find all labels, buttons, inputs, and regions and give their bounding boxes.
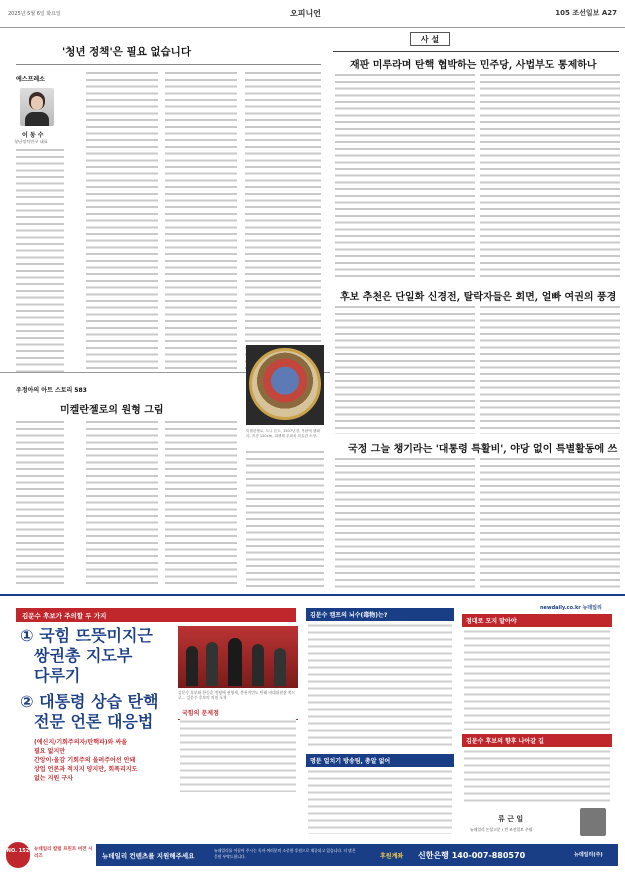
ad-text-right2 <box>464 748 610 804</box>
ad-brand: newdaily.co.kr 뉴데일리 <box>540 605 602 611</box>
column-body-3 <box>165 70 237 370</box>
column-body-4 <box>245 70 321 370</box>
editorial-header <box>333 30 619 52</box>
ad-banner: 김문수 후보가 주의할 두 가지 <box>16 608 296 622</box>
ad-text-mid2 <box>308 768 452 834</box>
ad-photo-caption: 김문수 후보와 한동훈 전평에 권영세, 봉천지민도 탄태 비대위원장 쪽으로... 김문수 후보의 의원 포착 <box>178 690 296 700</box>
doni-tondo-image <box>249 348 321 420</box>
footer-number-badge <box>6 842 30 868</box>
ad-point-1 <box>20 626 168 686</box>
ad-text-problem <box>180 718 296 792</box>
art-body-2 <box>86 419 158 587</box>
ad-point-1-num: ① <box>20 626 34 645</box>
painting-caption: 미켈란젤로, 도니 톤도, 1507년경, 목판에 템페라, 직경 120cm, 피렌체 우피치 미술관 소장. <box>246 429 320 438</box>
red-line-4: 상업 언론과 적지지 양지만, 회폭리지도 <box>34 766 138 773</box>
footer-bank-label: 후원계좌 <box>380 853 404 860</box>
footer-bank: 신한은행 140-007-880570 <box>418 851 526 860</box>
ad-text-right1 <box>464 628 610 730</box>
footer-number: NO. 152 <box>6 848 30 854</box>
ad-point-2-line2: 전문 언론 대응법 <box>34 712 154 731</box>
art-section <box>16 385 87 394</box>
issue-date: 2025년 5월 6일 화요일 <box>8 11 61 17</box>
ad-author-photo <box>580 808 606 836</box>
ad-head-problem: 국힘의 문제점 <box>178 706 298 720</box>
editorial-body-1b <box>480 72 620 282</box>
art-section-number: 583 <box>74 387 87 394</box>
ad-point-1-line3: 다루기 <box>34 666 81 685</box>
author-section: 에스프레소 <box>16 76 45 83</box>
column-art-story <box>0 372 330 592</box>
ad-author-role: 뉴데일리 논설고문 / 전 조선일보 주필 <box>470 827 533 832</box>
section-title: 오피니언 <box>290 9 321 18</box>
author-name: 이 동 수 <box>22 132 44 139</box>
ad-head-brain: 김문수 캠프의 뇌수(毒物)는? <box>306 608 454 621</box>
art-body-1 <box>16 419 64 587</box>
ad-head-right2: 김문수 후보의 향후 나아갈 길 <box>462 734 612 747</box>
ad-head-right: 점대로 모지 말아야 <box>462 614 612 627</box>
editorial-body-3b <box>480 456 620 588</box>
red-line-3: 간앙이·올감 기회주의 올려주어선 안돼 <box>34 757 136 764</box>
art-body-3 <box>165 419 237 587</box>
author-photo <box>20 88 54 126</box>
editorial-title-2: 후보 추천은 단일화 신경전, 탈락자들은 회면, 얼빠 여권의 풍경 <box>340 292 617 303</box>
ad-point-2-num: ② <box>20 692 34 711</box>
author-role: 청년정치연구 대표 <box>14 139 48 144</box>
ad-head-broadcast: 명문 얼치기 방송팀, 총알 없어 <box>306 754 454 767</box>
painting-frame <box>246 345 324 425</box>
red-line-2: 필요 없지만 <box>34 748 66 755</box>
footer-bar <box>96 844 618 866</box>
editorial-title-3: 국정 그늘 챙기라는 '대통령 특활비', 야당 없이 특별활동에 쓰 <box>348 444 618 455</box>
column-body-1 <box>16 147 64 377</box>
ad-point-2-line1 <box>20 692 168 712</box>
red-line-5: 없는 지원 구사 <box>34 775 73 782</box>
ad-author: 류 근 일 <box>498 815 524 823</box>
ad-point-1-line2: 쌍권총 지도부 <box>34 646 133 665</box>
ad-footer <box>0 838 625 881</box>
column-title-rule <box>16 64 321 65</box>
editorial-body-2a <box>335 304 475 434</box>
editorial-body-2b <box>480 304 620 434</box>
art-title: 미켈란젤로의 원형 그림 <box>60 405 164 416</box>
editorial-body-3a <box>335 456 475 588</box>
ad-red-lines <box>34 738 174 783</box>
footer-account-owner: 뉴데일리(주) <box>574 852 603 858</box>
footer-left-label: 뉴데일리 칼럼 프린트 버전 시리즈 <box>34 847 93 859</box>
art-body-4 <box>246 449 324 587</box>
column-espresso <box>0 30 330 370</box>
page-number: 105 조선일보 A27 <box>555 9 617 17</box>
editorial-body-1a <box>335 72 475 282</box>
footer-notice: 뉴데일리를 이끌어 주시는 독자 여러분의 소중한 후원으로 제공되고 있습니다. 더 많은 응원 부탁드립니다. <box>214 848 356 859</box>
ad-point-1-line1 <box>20 626 168 646</box>
column-title: '청년 정책'은 필요 없습니다 <box>62 46 191 58</box>
editorial-title-1: 재판 미루라며 탄핵 협박하는 민주당, 사법부도 통제하나 <box>350 60 597 71</box>
ad-text-mid1 <box>308 622 452 750</box>
editorial-label: 사 설 <box>410 32 450 46</box>
red-line-1: (에신지/기회주의자/탄핵파)와 싸울 <box>34 739 128 746</box>
ad-point-1-text1: 국힘 뜨뜻미지근 <box>39 626 153 645</box>
ad-point-2-text1: 대통령 상습 탄핵 <box>39 692 159 711</box>
column-body-2 <box>86 70 158 370</box>
ad-photo <box>178 626 298 688</box>
footer-brand: 뉴데일리 컨텐츠를 지원해주세요 <box>102 852 195 860</box>
page-header <box>0 0 625 28</box>
ad-point-2 <box>20 692 168 732</box>
art-section-label: 우정아의 아트 스토리 <box>16 387 73 394</box>
